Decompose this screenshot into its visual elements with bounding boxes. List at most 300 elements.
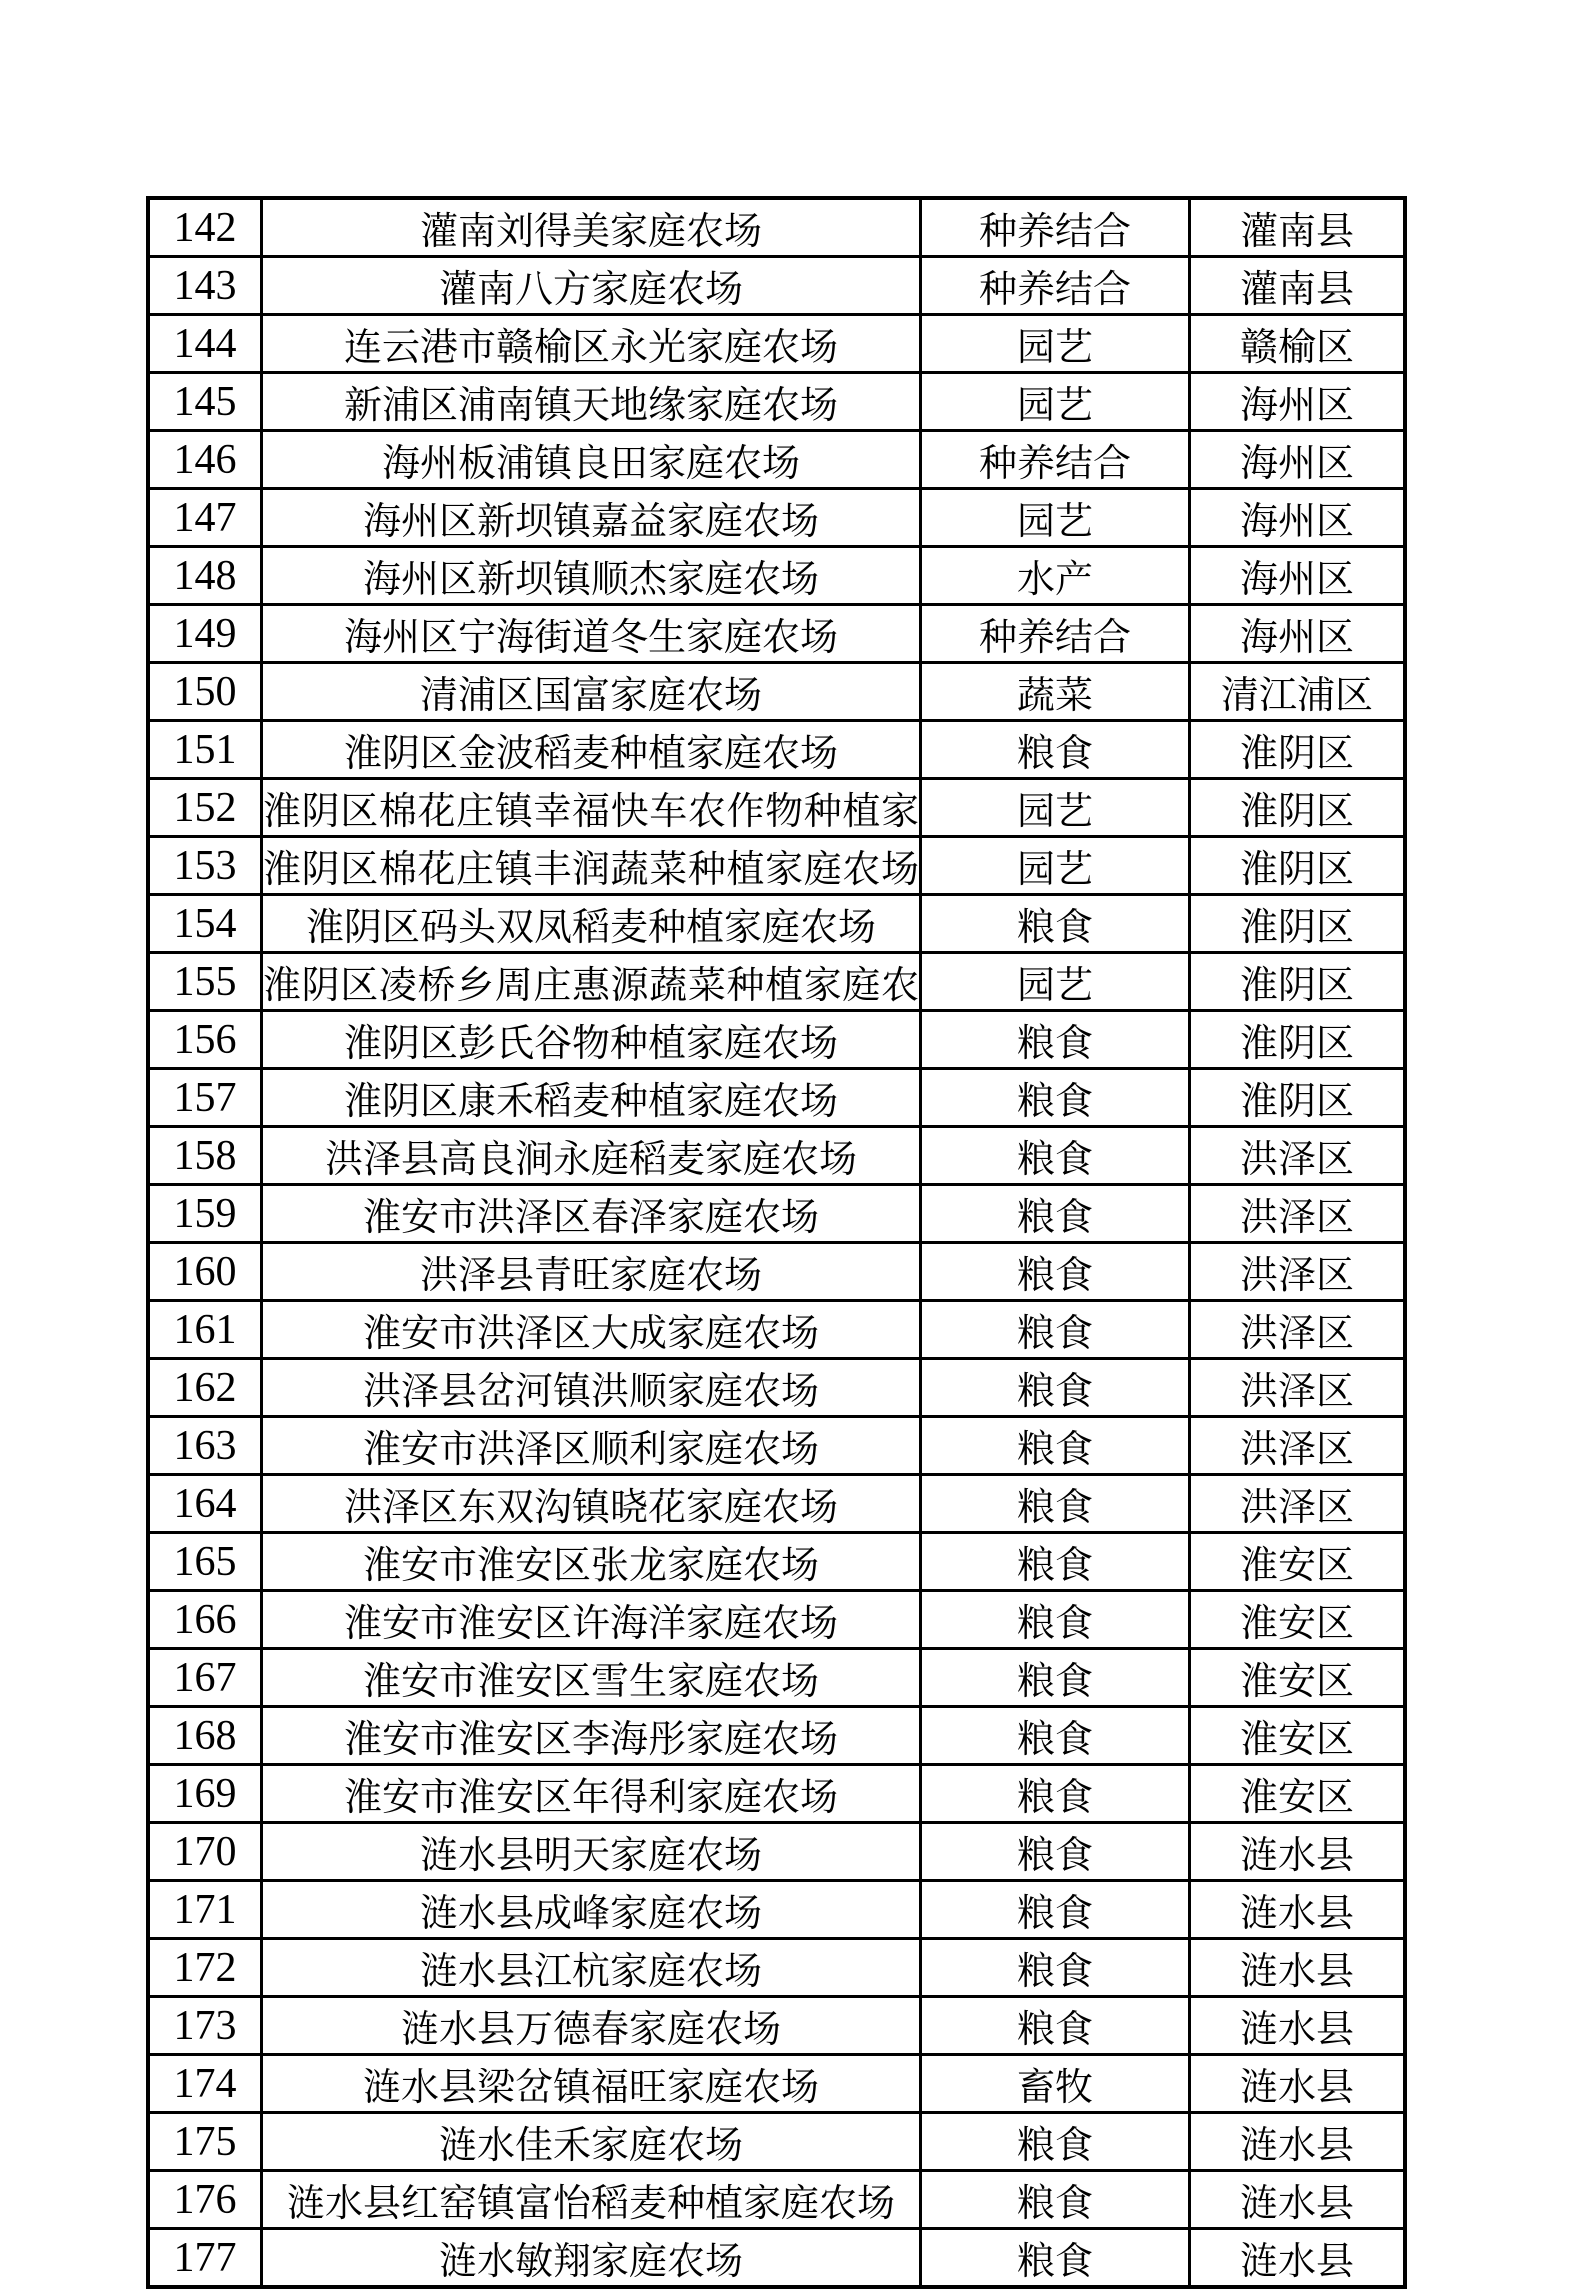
row-number-cell-text: 166: [173, 1596, 237, 1643]
farm-name-cell: [262, 1881, 921, 1939]
table-row: [148, 1301, 1405, 1359]
farm-name-cell: [262, 1243, 921, 1301]
table-row: [148, 1591, 1405, 1649]
district-cell-text: 海州区: [1239, 385, 1354, 427]
district-cell-text: 海州区: [1239, 501, 1354, 543]
row-number-cell-text: 143: [173, 262, 237, 309]
industry-type-cell-text: 粮食: [1016, 1429, 1093, 1471]
row-number-cell: [148, 1881, 262, 1939]
row-number-cell-text: 170: [173, 1828, 237, 1875]
row-number-cell-text: 163: [173, 1422, 237, 1469]
industry-type-cell: [921, 489, 1190, 547]
row-number-cell: [148, 1069, 262, 1127]
row-number-cell: [148, 837, 262, 895]
farm-name-cell-text: 淮阴区棉花庄镇丰润蔬菜种植家庭农场: [263, 849, 919, 891]
family-farm-table: [146, 196, 1407, 2289]
row-number-cell: [148, 1765, 262, 1823]
district-cell-text: 淮阴区: [1239, 733, 1354, 775]
farm-name-cell: [262, 1417, 921, 1475]
industry-type-cell: [921, 605, 1190, 663]
farm-name-cell: [262, 1707, 921, 1765]
district-cell: [1190, 489, 1406, 547]
district-cell-text: 涟水县: [1239, 1893, 1354, 1935]
farm-name-cell: [262, 953, 921, 1011]
industry-type-cell-text: 粮食: [1016, 2183, 1093, 2225]
industry-type-cell-text: 种养结合: [978, 211, 1131, 253]
district-cell: [1190, 605, 1406, 663]
farm-name-cell-text: 淮安市淮安区张龙家庭农场: [362, 1545, 819, 1587]
district-cell-text: 赣榆区: [1239, 327, 1354, 369]
district-cell-text: 洪泽区: [1239, 1255, 1354, 1297]
row-number-cell-text: 157: [173, 1074, 237, 1121]
farm-name-cell: [262, 257, 921, 315]
industry-type-cell-text: 园艺: [1016, 501, 1093, 543]
table-row: [148, 2171, 1405, 2229]
industry-type-cell: [921, 953, 1190, 1011]
industry-type-cell-text: 粮食: [1016, 2241, 1093, 2283]
farm-name-cell-text: 涟水县成峰家庭农场: [419, 1893, 762, 1935]
row-number-cell: [148, 1243, 262, 1301]
industry-type-cell-text: 粮食: [1016, 1023, 1093, 1065]
industry-type-cell: [921, 1069, 1190, 1127]
farm-name-cell-text: 涟水县万德春家庭农场: [400, 2009, 781, 2051]
district-cell-text: 洪泽区: [1239, 1371, 1354, 1413]
row-number-cell: [148, 1707, 262, 1765]
row-number-cell-text: 144: [173, 320, 237, 367]
row-number-cell-text: 150: [173, 668, 237, 715]
row-number-cell-text: 156: [173, 1016, 237, 1063]
industry-type-cell: [921, 315, 1190, 373]
district-cell: [1190, 837, 1406, 895]
industry-type-cell: [921, 721, 1190, 779]
farm-name-cell-text: 淮阴区金波稻麦种植家庭农场: [343, 733, 838, 775]
industry-type-cell: [921, 779, 1190, 837]
industry-type-cell-text: 粮食: [1016, 1197, 1093, 1239]
industry-type-cell-text: 粮食: [1016, 1777, 1093, 1819]
row-number-cell-text: 168: [173, 1712, 237, 1759]
industry-type-cell-text: 粮食: [1016, 733, 1093, 775]
row-number-cell: [148, 1591, 262, 1649]
district-cell-text: 淮安区: [1239, 1777, 1354, 1819]
row-number-cell-text: 158: [173, 1132, 237, 1179]
district-cell: [1190, 1823, 1406, 1881]
farm-name-cell: [262, 1359, 921, 1417]
district-cell-text: 涟水县: [1239, 2067, 1354, 2109]
farm-name-cell-text: 涟水县红窑镇富怡稻麦种植家庭农场: [286, 2183, 895, 2225]
row-number-cell: [148, 1011, 262, 1069]
row-number-cell: [148, 1185, 262, 1243]
row-number-cell-text: 174: [173, 2060, 237, 2107]
industry-type-cell-text: 园艺: [1016, 849, 1093, 891]
industry-type-cell: [921, 2171, 1190, 2229]
industry-type-cell-text: 园艺: [1016, 965, 1093, 1007]
district-cell-text: 淮阴区: [1239, 1081, 1354, 1123]
farm-name-cell: [262, 1127, 921, 1185]
district-cell: [1190, 431, 1406, 489]
farm-name-cell-text: 淮安市洪泽区春泽家庭农场: [362, 1197, 819, 1239]
farm-name-cell-text: 淮安市淮安区雪生家庭农场: [362, 1661, 819, 1703]
farm-name-cell: [262, 547, 921, 605]
row-number-cell-text: 169: [173, 1770, 237, 1817]
district-cell: [1190, 1707, 1406, 1765]
row-number-cell: [148, 198, 262, 257]
industry-type-cell-text: 种养结合: [978, 617, 1131, 659]
farm-name-cell-text: 清浦区国富家庭农场: [419, 675, 762, 717]
district-cell: [1190, 1243, 1406, 1301]
row-number-cell: [148, 2113, 262, 2171]
table-row: [148, 1997, 1405, 2055]
row-number-cell: [148, 605, 262, 663]
district-cell: [1190, 1475, 1406, 1533]
industry-type-cell: [921, 1997, 1190, 2055]
district-cell-text: 淮阴区: [1239, 907, 1354, 949]
district-cell: [1190, 1765, 1406, 1823]
farm-name-cell: [262, 2171, 921, 2229]
row-number-cell-text: 155: [173, 958, 237, 1005]
district-cell-text: 涟水县: [1239, 2009, 1354, 2051]
row-number-cell-text: 175: [173, 2118, 237, 2165]
row-number-cell: [148, 1127, 262, 1185]
industry-type-cell-text: 粮食: [1016, 1661, 1093, 1703]
farm-name-cell: [262, 1185, 921, 1243]
row-number-cell-text: 173: [173, 2002, 237, 2049]
district-cell-text: 海州区: [1239, 443, 1354, 485]
row-number-cell: [148, 489, 262, 547]
row-number-cell: [148, 2171, 262, 2229]
farm-name-cell: [262, 315, 921, 373]
farm-name-cell: [262, 2055, 921, 2113]
row-number-cell: [148, 1475, 262, 1533]
table-row: [148, 1649, 1405, 1707]
industry-type-cell-text: 粮食: [1016, 1603, 1093, 1645]
district-cell-text: 清江浦区: [1220, 675, 1373, 717]
row-number-cell-text: 153: [173, 842, 237, 889]
district-cell: [1190, 1127, 1406, 1185]
farm-name-cell: [262, 837, 921, 895]
farm-name-cell: [262, 721, 921, 779]
industry-type-cell-text: 粮食: [1016, 1255, 1093, 1297]
farm-name-cell: [262, 1011, 921, 1069]
industry-type-cell-text: 园艺: [1016, 385, 1093, 427]
table-row: [148, 1765, 1405, 1823]
industry-type-cell-text: 粮食: [1016, 1139, 1093, 1181]
farm-name-cell: [262, 1533, 921, 1591]
district-cell-text: 海州区: [1239, 617, 1354, 659]
row-number-cell: [148, 1997, 262, 2055]
farm-name-cell-text: 淮安市淮安区年得利家庭农场: [343, 1777, 838, 1819]
row-number-cell: [148, 373, 262, 431]
district-cell: [1190, 1533, 1406, 1591]
farm-name-cell: [262, 2113, 921, 2171]
farm-name-cell: [262, 1591, 921, 1649]
row-number-cell: [148, 257, 262, 315]
table-row: [148, 257, 1405, 315]
district-cell: [1190, 1649, 1406, 1707]
row-number-cell-text: 159: [173, 1190, 237, 1237]
industry-type-cell-text: 粮食: [1016, 1545, 1093, 1587]
row-number-cell: [148, 2055, 262, 2113]
row-number-cell-text: 148: [173, 552, 237, 599]
farm-name-cell: [262, 779, 921, 837]
farm-name-cell-text: 淮阴区码头双凤稻麦种植家庭农场: [305, 907, 876, 949]
industry-type-cell-text: 园艺: [1016, 327, 1093, 369]
row-number-cell-text: 165: [173, 1538, 237, 1585]
district-cell-text: 淮阴区: [1239, 965, 1354, 1007]
industry-type-cell-text: 粮食: [1016, 1951, 1093, 1993]
industry-type-cell: [921, 663, 1190, 721]
industry-type-cell: [921, 1475, 1190, 1533]
industry-type-cell: [921, 2229, 1190, 2288]
table-row: [148, 605, 1405, 663]
industry-type-cell: [921, 1707, 1190, 1765]
industry-type-cell: [921, 1185, 1190, 1243]
district-cell: [1190, 2229, 1406, 2288]
row-number-cell: [148, 1417, 262, 1475]
table-row: [148, 489, 1405, 547]
farm-name-cell-text: 海州区新坝镇顺杰家庭农场: [362, 559, 819, 601]
district-cell-text: 淮安区: [1239, 1545, 1354, 1587]
row-number-cell-text: 176: [173, 2176, 237, 2223]
farm-name-cell-text: 淮安市淮安区李海彤家庭农场: [343, 1719, 838, 1761]
row-number-cell: [148, 315, 262, 373]
table-row: [148, 2229, 1405, 2288]
industry-type-cell-text: 粮食: [1016, 1371, 1093, 1413]
row-number-cell: [148, 1939, 262, 1997]
table-row: [148, 1243, 1405, 1301]
table-row: [148, 1475, 1405, 1533]
district-cell: [1190, 547, 1406, 605]
farm-name-cell: [262, 198, 921, 257]
row-number-cell: [148, 547, 262, 605]
table-row: [148, 198, 1405, 257]
industry-type-cell-text: 粮食: [1016, 1893, 1093, 1935]
farm-name-cell-text: 涟水敏翔家庭农场: [438, 2241, 743, 2283]
row-number-cell: [148, 1823, 262, 1881]
district-cell: [1190, 2055, 1406, 2113]
industry-type-cell-text: 粮食: [1016, 1719, 1093, 1761]
farm-name-cell-text: 洪泽县岔河镇洪顺家庭农场: [362, 1371, 819, 1413]
row-number-cell-text: 147: [173, 494, 237, 541]
district-cell-text: 涟水县: [1239, 1951, 1354, 1993]
district-cell: [1190, 953, 1406, 1011]
industry-type-cell: [921, 1533, 1190, 1591]
farm-name-cell-text: 淮阴区棉花庄镇幸福快车农作物种植家: [263, 791, 919, 833]
district-cell-text: 淮阴区: [1239, 791, 1354, 833]
farm-name-cell-text: 涟水佳禾家庭农场: [438, 2125, 743, 2167]
farm-name-cell-text: 淮阴区彭氏谷物种植家庭农场: [343, 1023, 838, 1065]
district-cell: [1190, 1069, 1406, 1127]
industry-type-cell-text: 粮食: [1016, 907, 1093, 949]
row-number-cell-text: 160: [173, 1248, 237, 1295]
industry-type-cell-text: 种养结合: [978, 443, 1131, 485]
district-cell-text: 洪泽区: [1239, 1197, 1354, 1239]
farm-name-cell: [262, 1649, 921, 1707]
industry-type-cell-text: 园艺: [1016, 791, 1093, 833]
row-number-cell-text: 152: [173, 784, 237, 831]
table-row: [148, 1359, 1405, 1417]
district-cell-text: 淮阴区: [1239, 849, 1354, 891]
farm-name-cell-text: 海州区新坝镇嘉益家庭农场: [362, 501, 819, 543]
farm-name-cell-text: 涟水县明天家庭农场: [419, 1835, 762, 1877]
farm-name-cell: [262, 1069, 921, 1127]
industry-type-cell-text: 粮食: [1016, 2009, 1093, 2051]
row-number-cell: [148, 721, 262, 779]
district-cell: [1190, 1591, 1406, 1649]
row-number-cell-text: 151: [173, 726, 237, 773]
industry-type-cell: [921, 1011, 1190, 1069]
district-cell-text: 涟水县: [1239, 2125, 1354, 2167]
farm-name-cell-text: 淮安市洪泽区顺利家庭农场: [362, 1429, 819, 1471]
table-row: [148, 663, 1405, 721]
farm-name-cell: [262, 895, 921, 953]
district-cell: [1190, 1417, 1406, 1475]
table-row: [148, 779, 1405, 837]
district-cell-text: 海州区: [1239, 559, 1354, 601]
row-number-cell: [148, 1301, 262, 1359]
row-number-cell-text: 149: [173, 610, 237, 657]
farm-name-cell-text: 涟水县梁岔镇福旺家庭农场: [362, 2067, 819, 2109]
table-row: [148, 1185, 1405, 1243]
row-number-cell-text: 154: [173, 900, 237, 947]
industry-type-cell: [921, 2113, 1190, 2171]
industry-type-cell-text: 蔬菜: [1016, 675, 1093, 717]
table-row: [148, 547, 1405, 605]
row-number-cell: [148, 895, 262, 953]
row-number-cell: [148, 953, 262, 1011]
industry-type-cell: [921, 373, 1190, 431]
farm-name-cell-text: 连云港市赣榆区永光家庭农场: [343, 327, 838, 369]
row-number-cell-text: 161: [173, 1306, 237, 1353]
industry-type-cell-text: 粮食: [1016, 1081, 1093, 1123]
farm-name-cell-text: 灌南八方家庭农场: [438, 269, 743, 311]
table-row: [148, 721, 1405, 779]
industry-type-cell: [921, 1417, 1190, 1475]
farm-name-cell: [262, 1475, 921, 1533]
farm-name-cell: [262, 1301, 921, 1359]
farm-name-cell-text: 海州区宁海街道冬生家庭农场: [343, 617, 838, 659]
industry-type-cell: [921, 1649, 1190, 1707]
farm-name-cell: [262, 605, 921, 663]
industry-type-cell-text: 粮食: [1016, 2125, 1093, 2167]
farm-name-cell: [262, 2229, 921, 2288]
district-cell-text: 淮安区: [1239, 1661, 1354, 1703]
row-number-cell-text: 172: [173, 1944, 237, 1991]
district-cell-text: 涟水县: [1239, 1835, 1354, 1877]
district-cell: [1190, 895, 1406, 953]
industry-type-cell: [921, 837, 1190, 895]
industry-type-cell: [921, 895, 1190, 953]
row-number-cell: [148, 1533, 262, 1591]
row-number-cell-text: 145: [173, 378, 237, 425]
district-cell: [1190, 1301, 1406, 1359]
farm-name-cell-text: 涟水县江杭家庭农场: [419, 1951, 762, 1993]
industry-type-cell-text: 畜牧: [1016, 2067, 1093, 2109]
district-cell: [1190, 373, 1406, 431]
industry-type-cell: [921, 1243, 1190, 1301]
table-row: [148, 1823, 1405, 1881]
farm-name-cell: [262, 373, 921, 431]
district-cell-text: 灌南县: [1239, 269, 1354, 311]
table-row: [148, 895, 1405, 953]
industry-type-cell: [921, 2055, 1190, 2113]
district-cell-text: 涟水县: [1239, 2241, 1354, 2283]
farm-name-cell-text: 海州板浦镇良田家庭农场: [381, 443, 800, 485]
table-row: [148, 1417, 1405, 1475]
district-cell: [1190, 257, 1406, 315]
table-row: [148, 1939, 1405, 1997]
row-number-cell-text: 171: [173, 1886, 237, 1933]
table-row: [148, 2113, 1405, 2171]
industry-type-cell: [921, 431, 1190, 489]
farm-name-cell: [262, 1997, 921, 2055]
row-number-cell: [148, 431, 262, 489]
district-cell: [1190, 1011, 1406, 1069]
table-row: [148, 1069, 1405, 1127]
table-row: [148, 837, 1405, 895]
farm-name-cell-text: 新浦区浦南镇天地缘家庭农场: [343, 385, 838, 427]
district-cell: [1190, 315, 1406, 373]
table-row: [148, 1707, 1405, 1765]
farm-name-cell-text: 淮阴区凌桥乡周庄惠源蔬菜种植家庭农: [263, 965, 919, 1007]
district-cell-text: 洪泽区: [1239, 1313, 1354, 1355]
row-number-cell: [148, 2229, 262, 2288]
industry-type-cell-text: 种养结合: [978, 269, 1131, 311]
district-cell-text: 淮阴区: [1239, 1023, 1354, 1065]
row-number-cell-text: 146: [173, 436, 237, 483]
district-cell: [1190, 663, 1406, 721]
row-number-cell-text: 167: [173, 1654, 237, 1701]
industry-type-cell: [921, 1939, 1190, 1997]
farm-name-cell: [262, 1765, 921, 1823]
district-cell: [1190, 1359, 1406, 1417]
industry-type-cell: [921, 257, 1190, 315]
industry-type-cell: [921, 1765, 1190, 1823]
row-number-cell-text: 164: [173, 1480, 237, 1527]
farm-name-cell-text: 灌南刘得美家庭农场: [419, 211, 762, 253]
district-cell-text: 洪泽区: [1239, 1487, 1354, 1529]
district-cell: [1190, 1997, 1406, 2055]
district-cell: [1190, 779, 1406, 837]
farm-name-cell-text: 洪泽县高良涧永庭稻麦家庭农场: [324, 1139, 857, 1181]
industry-type-cell: [921, 1127, 1190, 1185]
row-number-cell-text: 162: [173, 1364, 237, 1411]
farm-name-cell-text: 洪泽县青旺家庭农场: [419, 1255, 762, 1297]
farm-name-cell: [262, 1823, 921, 1881]
row-number-cell-text: 142: [173, 204, 237, 251]
row-number-cell: [148, 1649, 262, 1707]
table-row: [148, 1011, 1405, 1069]
district-cell-text: 淮安区: [1239, 1719, 1354, 1761]
row-number-cell: [148, 1359, 262, 1417]
district-cell: [1190, 1939, 1406, 1997]
industry-type-cell: [921, 1591, 1190, 1649]
district-cell-text: 淮安区: [1239, 1603, 1354, 1645]
farm-name-cell: [262, 1939, 921, 1997]
farm-name-cell: [262, 431, 921, 489]
table-row: [148, 1881, 1405, 1939]
farm-name-cell: [262, 663, 921, 721]
farm-name-cell-text: 淮阴区康禾稻麦种植家庭农场: [343, 1081, 838, 1123]
district-cell: [1190, 1881, 1406, 1939]
industry-type-cell-text: 粮食: [1016, 1487, 1093, 1529]
farm-name-cell-text: 淮安市淮安区许海洋家庭农场: [343, 1603, 838, 1645]
table-row: [148, 2055, 1405, 2113]
family-farm-table-body: [148, 198, 1405, 2287]
industry-type-cell-text: 粮食: [1016, 1835, 1093, 1877]
table-row: [148, 431, 1405, 489]
industry-type-cell: [921, 198, 1190, 257]
industry-type-cell-text: 粮食: [1016, 1313, 1093, 1355]
